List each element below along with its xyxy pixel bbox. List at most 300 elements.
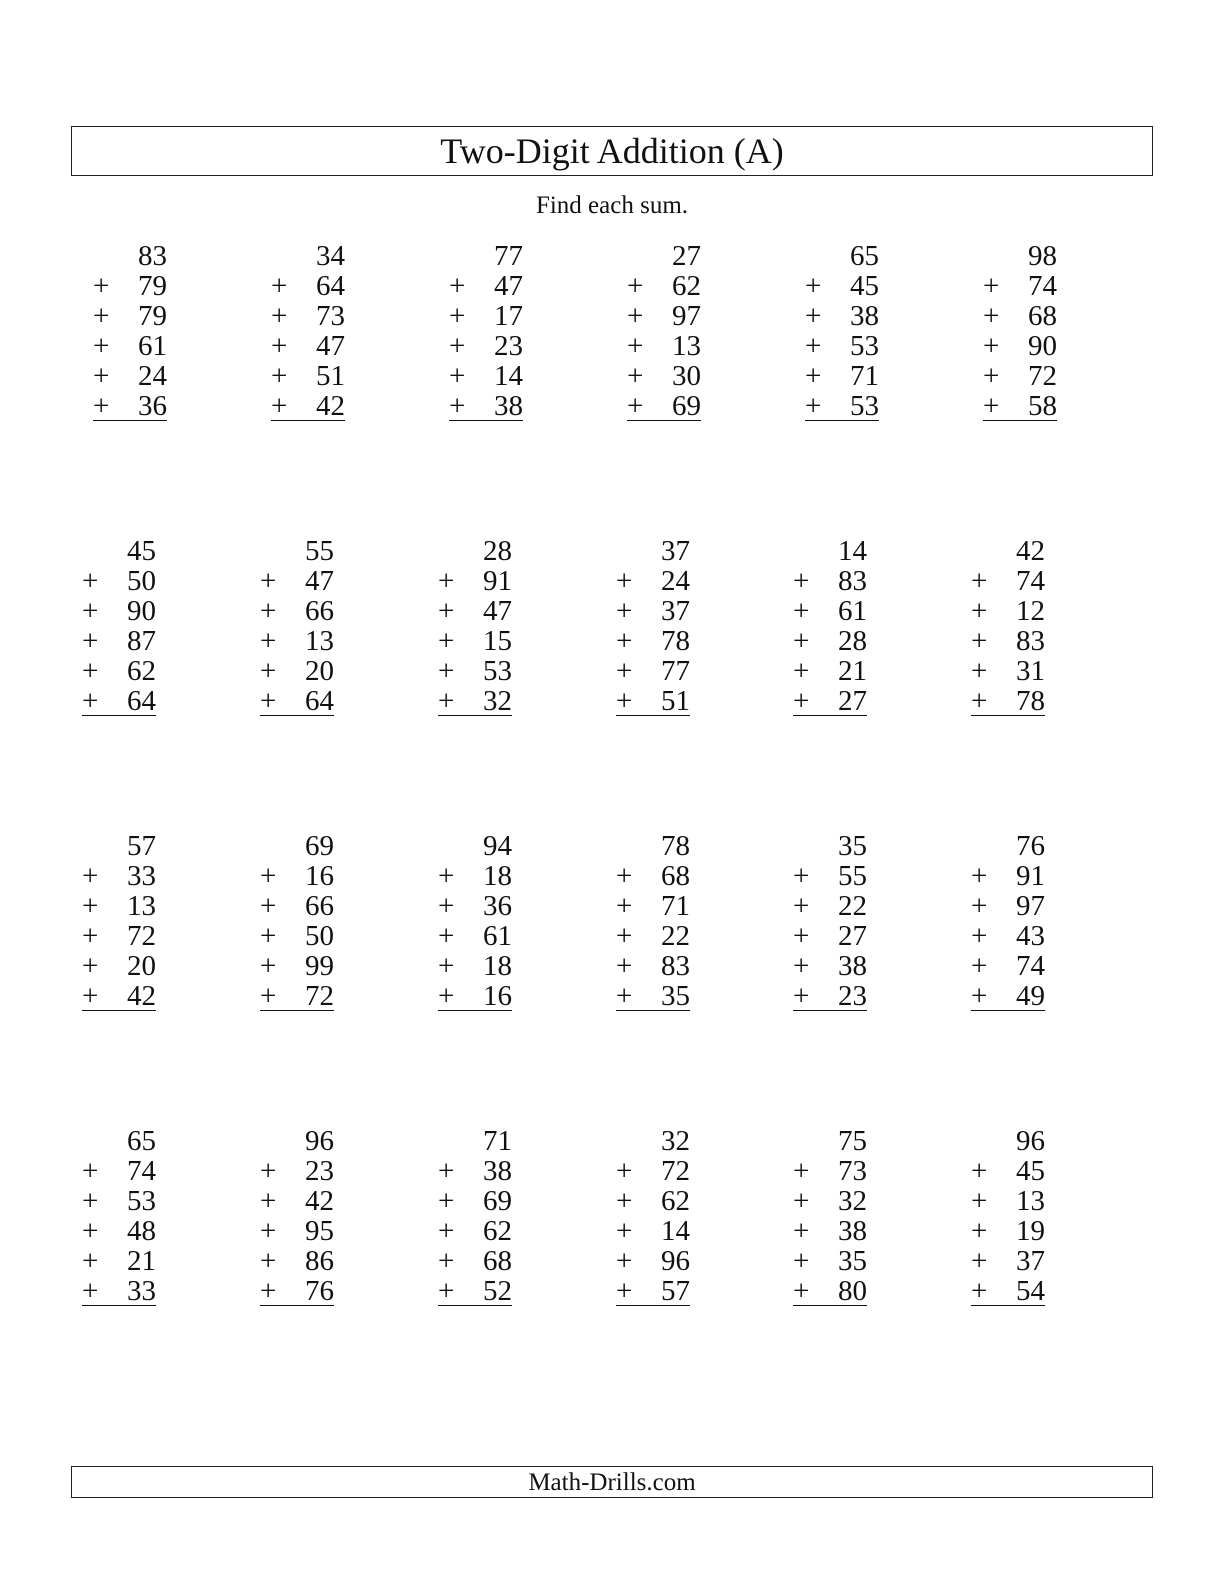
plus-sign: + bbox=[793, 860, 810, 892]
plus-sign: + bbox=[82, 655, 99, 687]
first-addend-line bbox=[793, 1126, 867, 1156]
plus-sign: + bbox=[616, 1185, 633, 1217]
plus-sign: + bbox=[82, 950, 99, 982]
problem bbox=[793, 1126, 867, 1306]
addend: 34 bbox=[316, 240, 345, 272]
addend: 14 bbox=[661, 1215, 690, 1247]
addend-line bbox=[438, 891, 512, 921]
plus-sign: + bbox=[793, 1245, 810, 1277]
addend: 35 bbox=[661, 980, 690, 1012]
addend: 55 bbox=[305, 535, 334, 567]
addend: 83 bbox=[1016, 625, 1045, 657]
plus-sign: + bbox=[82, 565, 99, 597]
title-box bbox=[71, 126, 1153, 176]
addend-line bbox=[438, 921, 512, 951]
plus-sign: + bbox=[793, 1275, 810, 1307]
problem bbox=[260, 1126, 334, 1306]
plus-sign: + bbox=[616, 1275, 633, 1307]
addend-line bbox=[260, 1246, 334, 1276]
addend: 45 bbox=[1016, 1155, 1045, 1187]
addend: 79 bbox=[138, 300, 167, 332]
addend: 28 bbox=[838, 625, 867, 657]
sum-line bbox=[616, 1305, 690, 1306]
plus-sign: + bbox=[260, 890, 277, 922]
plus-sign: + bbox=[82, 685, 99, 717]
plus-sign: + bbox=[616, 655, 633, 687]
first-addend-line bbox=[616, 536, 690, 566]
addend: 35 bbox=[838, 1245, 867, 1277]
plus-sign: + bbox=[449, 360, 466, 392]
addend: 98 bbox=[1028, 240, 1057, 272]
plus-sign: + bbox=[260, 595, 277, 627]
plus-sign: + bbox=[983, 390, 1000, 422]
addend-line bbox=[627, 331, 701, 361]
addend-line bbox=[793, 981, 867, 1011]
plus-sign: + bbox=[82, 595, 99, 627]
sum-line bbox=[793, 715, 867, 716]
plus-sign: + bbox=[438, 655, 455, 687]
addend: 62 bbox=[661, 1185, 690, 1217]
addend: 31 bbox=[1016, 655, 1045, 687]
sum-line bbox=[260, 1010, 334, 1011]
addend: 71 bbox=[850, 360, 879, 392]
first-addend-line bbox=[971, 536, 1045, 566]
first-addend-line bbox=[616, 831, 690, 861]
addend: 74 bbox=[127, 1155, 156, 1187]
addend: 69 bbox=[483, 1185, 512, 1217]
first-addend-line bbox=[793, 536, 867, 566]
plus-sign: + bbox=[438, 595, 455, 627]
addend: 83 bbox=[838, 565, 867, 597]
addend: 33 bbox=[127, 860, 156, 892]
addend: 83 bbox=[661, 950, 690, 982]
plus-sign: + bbox=[449, 300, 466, 332]
addend-line bbox=[82, 566, 156, 596]
problem bbox=[271, 241, 345, 421]
addend-line bbox=[438, 981, 512, 1011]
addend-line bbox=[82, 981, 156, 1011]
plus-sign: + bbox=[271, 360, 288, 392]
addend-line bbox=[438, 1216, 512, 1246]
plus-sign: + bbox=[805, 390, 822, 422]
addend-line bbox=[971, 891, 1045, 921]
addend: 68 bbox=[661, 860, 690, 892]
plus-sign: + bbox=[438, 1185, 455, 1217]
addend: 23 bbox=[305, 1155, 334, 1187]
plus-sign: + bbox=[616, 1155, 633, 1187]
problem bbox=[616, 536, 690, 716]
addend-line bbox=[260, 1186, 334, 1216]
addend: 24 bbox=[138, 360, 167, 392]
addend-line bbox=[616, 566, 690, 596]
addend-line bbox=[438, 951, 512, 981]
plus-sign: + bbox=[438, 565, 455, 597]
addend: 65 bbox=[127, 1125, 156, 1157]
addend: 32 bbox=[483, 685, 512, 717]
plus-sign: + bbox=[260, 565, 277, 597]
addend-line bbox=[271, 331, 345, 361]
plus-sign: + bbox=[627, 300, 644, 332]
problem bbox=[449, 241, 523, 421]
problem bbox=[793, 536, 867, 716]
plus-sign: + bbox=[805, 270, 822, 302]
addend: 27 bbox=[838, 920, 867, 952]
addend: 13 bbox=[127, 890, 156, 922]
addend: 74 bbox=[1016, 565, 1045, 597]
plus-sign: + bbox=[449, 390, 466, 422]
addend-line bbox=[271, 271, 345, 301]
addend-line bbox=[438, 1246, 512, 1276]
problem bbox=[438, 1126, 512, 1306]
addend: 61 bbox=[838, 595, 867, 627]
plus-sign: + bbox=[971, 980, 988, 1012]
plus-sign: + bbox=[449, 330, 466, 362]
addend-line bbox=[82, 1186, 156, 1216]
addend: 57 bbox=[127, 830, 156, 862]
addend: 80 bbox=[838, 1275, 867, 1307]
addend-line bbox=[627, 391, 701, 421]
addend: 15 bbox=[483, 625, 512, 657]
addend: 61 bbox=[138, 330, 167, 362]
addend-line bbox=[616, 1276, 690, 1306]
plus-sign: + bbox=[438, 685, 455, 717]
plus-sign: + bbox=[82, 920, 99, 952]
addend-line bbox=[616, 656, 690, 686]
plus-sign: + bbox=[616, 920, 633, 952]
sum-line bbox=[438, 1010, 512, 1011]
addend-line bbox=[793, 861, 867, 891]
first-addend-line bbox=[983, 241, 1057, 271]
addend: 45 bbox=[127, 535, 156, 567]
problem bbox=[793, 831, 867, 1011]
addend-line bbox=[82, 891, 156, 921]
plus-sign: + bbox=[82, 625, 99, 657]
plus-sign: + bbox=[805, 330, 822, 362]
addend: 78 bbox=[661, 830, 690, 862]
addend-line bbox=[793, 566, 867, 596]
sum-line bbox=[616, 1010, 690, 1011]
plus-sign: + bbox=[805, 360, 822, 392]
addend: 36 bbox=[483, 890, 512, 922]
addend: 69 bbox=[672, 390, 701, 422]
plus-sign: + bbox=[616, 625, 633, 657]
plus-sign: + bbox=[971, 565, 988, 597]
problem bbox=[971, 536, 1045, 716]
addend: 13 bbox=[1016, 1185, 1045, 1217]
first-addend-line bbox=[271, 241, 345, 271]
sum-line bbox=[971, 715, 1045, 716]
plus-sign: + bbox=[260, 1245, 277, 1277]
addend: 18 bbox=[483, 860, 512, 892]
addend: 77 bbox=[661, 655, 690, 687]
first-addend-line bbox=[449, 241, 523, 271]
instructions: Find each sum. bbox=[535, 192, 689, 219]
addend: 38 bbox=[838, 950, 867, 982]
first-addend-line bbox=[616, 1126, 690, 1156]
addend-line bbox=[449, 271, 523, 301]
addend: 42 bbox=[127, 980, 156, 1012]
addend-line bbox=[971, 1186, 1045, 1216]
footer-text: Math-Drills.com bbox=[528, 1468, 696, 1496]
addend-line bbox=[793, 1156, 867, 1186]
footer-box bbox=[71, 1466, 1153, 1498]
plus-sign: + bbox=[260, 685, 277, 717]
addend: 66 bbox=[305, 890, 334, 922]
problem bbox=[971, 831, 1045, 1011]
plus-sign: + bbox=[260, 1215, 277, 1247]
addend-line bbox=[793, 951, 867, 981]
plus-sign: + bbox=[971, 1215, 988, 1247]
sum-line bbox=[983, 420, 1057, 421]
addend: 17 bbox=[494, 300, 523, 332]
sum-line bbox=[260, 1305, 334, 1306]
addend-line bbox=[793, 1216, 867, 1246]
plus-sign: + bbox=[971, 1185, 988, 1217]
sum-line bbox=[971, 1305, 1045, 1306]
addend-line bbox=[260, 921, 334, 951]
plus-sign: + bbox=[793, 685, 810, 717]
problem bbox=[438, 536, 512, 716]
addend-line bbox=[82, 951, 156, 981]
addend: 27 bbox=[672, 240, 701, 272]
first-addend-line bbox=[793, 831, 867, 861]
addend-line bbox=[438, 1276, 512, 1306]
plus-sign: + bbox=[260, 980, 277, 1012]
addend-line bbox=[438, 1156, 512, 1186]
sum-line bbox=[438, 1305, 512, 1306]
addend-line bbox=[616, 626, 690, 656]
plus-sign: + bbox=[627, 270, 644, 302]
addend-line bbox=[627, 271, 701, 301]
plus-sign: + bbox=[983, 330, 1000, 362]
addend: 96 bbox=[661, 1245, 690, 1277]
plus-sign: + bbox=[971, 920, 988, 952]
addend: 72 bbox=[661, 1155, 690, 1187]
addend: 53 bbox=[850, 390, 879, 422]
plus-sign: + bbox=[971, 685, 988, 717]
worksheet-title: Two-Digit Addition (A) bbox=[440, 131, 784, 171]
addend: 23 bbox=[494, 330, 523, 362]
plus-sign: + bbox=[93, 270, 110, 302]
plus-sign: + bbox=[971, 1245, 988, 1277]
plus-sign: + bbox=[260, 655, 277, 687]
addend: 32 bbox=[661, 1125, 690, 1157]
addend: 16 bbox=[483, 980, 512, 1012]
sum-line bbox=[793, 1010, 867, 1011]
plus-sign: + bbox=[616, 950, 633, 982]
plus-sign: + bbox=[793, 890, 810, 922]
addend: 37 bbox=[661, 535, 690, 567]
plus-sign: + bbox=[971, 860, 988, 892]
plus-sign: + bbox=[438, 860, 455, 892]
addend-line bbox=[260, 861, 334, 891]
addend: 51 bbox=[661, 685, 690, 717]
plus-sign: + bbox=[616, 1215, 633, 1247]
plus-sign: + bbox=[438, 1275, 455, 1307]
plus-sign: + bbox=[438, 1215, 455, 1247]
plus-sign: + bbox=[438, 980, 455, 1012]
addend: 90 bbox=[127, 595, 156, 627]
plus-sign: + bbox=[82, 1245, 99, 1277]
plus-sign: + bbox=[971, 890, 988, 922]
sum-line bbox=[438, 715, 512, 716]
addend: 21 bbox=[127, 1245, 156, 1277]
plus-sign: + bbox=[616, 1245, 633, 1277]
addend-line bbox=[983, 391, 1057, 421]
addend-line bbox=[971, 861, 1045, 891]
addend: 36 bbox=[138, 390, 167, 422]
addend-line bbox=[805, 391, 879, 421]
addend-line bbox=[983, 271, 1057, 301]
addend: 47 bbox=[483, 595, 512, 627]
plus-sign: + bbox=[616, 860, 633, 892]
addend: 94 bbox=[483, 830, 512, 862]
addend-line bbox=[971, 656, 1045, 686]
addend: 47 bbox=[305, 565, 334, 597]
sum-line bbox=[971, 1010, 1045, 1011]
plus-sign: + bbox=[82, 890, 99, 922]
addend: 38 bbox=[850, 300, 879, 332]
plus-sign: + bbox=[438, 1245, 455, 1277]
addend: 38 bbox=[483, 1155, 512, 1187]
addend: 24 bbox=[661, 565, 690, 597]
addend: 49 bbox=[1016, 980, 1045, 1012]
plus-sign: + bbox=[438, 890, 455, 922]
plus-sign: + bbox=[438, 625, 455, 657]
addend-line bbox=[260, 951, 334, 981]
addend: 35 bbox=[838, 830, 867, 862]
addend: 57 bbox=[661, 1275, 690, 1307]
addend-line bbox=[971, 981, 1045, 1011]
sum-line bbox=[616, 715, 690, 716]
addend-line bbox=[93, 271, 167, 301]
addend-line bbox=[82, 1276, 156, 1306]
addend: 42 bbox=[316, 390, 345, 422]
plus-sign: + bbox=[971, 655, 988, 687]
addend: 99 bbox=[305, 950, 334, 982]
addend: 64 bbox=[316, 270, 345, 302]
addend-line bbox=[260, 626, 334, 656]
addend-line bbox=[438, 656, 512, 686]
first-addend-line bbox=[93, 241, 167, 271]
plus-sign: + bbox=[971, 1155, 988, 1187]
addend-line bbox=[260, 891, 334, 921]
plus-sign: + bbox=[616, 565, 633, 597]
addend: 66 bbox=[305, 595, 334, 627]
plus-sign: + bbox=[260, 950, 277, 982]
addend-line bbox=[616, 921, 690, 951]
addend: 45 bbox=[850, 270, 879, 302]
addend-line bbox=[616, 1156, 690, 1186]
sum-line bbox=[260, 715, 334, 716]
plus-sign: + bbox=[93, 300, 110, 332]
addend: 72 bbox=[305, 980, 334, 1012]
plus-sign: + bbox=[616, 685, 633, 717]
addend-line bbox=[260, 1216, 334, 1246]
addend-line bbox=[793, 626, 867, 656]
addend: 71 bbox=[661, 890, 690, 922]
addend: 87 bbox=[127, 625, 156, 657]
plus-sign: + bbox=[260, 1185, 277, 1217]
problem bbox=[616, 831, 690, 1011]
addend-line bbox=[260, 981, 334, 1011]
plus-sign: + bbox=[971, 1275, 988, 1307]
addend-line bbox=[793, 656, 867, 686]
addend: 76 bbox=[305, 1275, 334, 1307]
plus-sign: + bbox=[627, 390, 644, 422]
first-addend-line bbox=[82, 1126, 156, 1156]
addend: 12 bbox=[1016, 595, 1045, 627]
addend-line bbox=[260, 1276, 334, 1306]
addend: 23 bbox=[838, 980, 867, 1012]
plus-sign: + bbox=[271, 270, 288, 302]
addend-line bbox=[971, 951, 1045, 981]
plus-sign: + bbox=[438, 1155, 455, 1187]
addend: 22 bbox=[661, 920, 690, 952]
addend: 20 bbox=[127, 950, 156, 982]
plus-sign: + bbox=[271, 330, 288, 362]
addend: 22 bbox=[838, 890, 867, 922]
sum-line bbox=[93, 420, 167, 421]
problem bbox=[93, 241, 167, 421]
addend: 47 bbox=[494, 270, 523, 302]
addend-line bbox=[793, 596, 867, 626]
addend: 62 bbox=[483, 1215, 512, 1247]
addend: 16 bbox=[305, 860, 334, 892]
addend-line bbox=[260, 596, 334, 626]
addend-line bbox=[793, 921, 867, 951]
addend: 74 bbox=[1016, 950, 1045, 982]
addend-line bbox=[616, 891, 690, 921]
addend-line bbox=[971, 626, 1045, 656]
problem bbox=[260, 831, 334, 1011]
addend: 62 bbox=[672, 270, 701, 302]
addend: 79 bbox=[138, 270, 167, 302]
addend-line bbox=[971, 1156, 1045, 1186]
addend: 53 bbox=[127, 1185, 156, 1217]
addend-line bbox=[438, 1186, 512, 1216]
sum-line bbox=[271, 420, 345, 421]
plus-sign: + bbox=[93, 360, 110, 392]
addend-line bbox=[983, 361, 1057, 391]
plus-sign: + bbox=[793, 1215, 810, 1247]
addend-line bbox=[971, 921, 1045, 951]
addend-line bbox=[438, 626, 512, 656]
plus-sign: + bbox=[983, 300, 1000, 332]
first-addend-line bbox=[260, 536, 334, 566]
first-addend-line bbox=[82, 536, 156, 566]
problem bbox=[260, 536, 334, 716]
addend: 37 bbox=[1016, 1245, 1045, 1277]
addend-line bbox=[82, 1216, 156, 1246]
addend-line bbox=[616, 1246, 690, 1276]
addend: 13 bbox=[672, 330, 701, 362]
plus-sign: + bbox=[971, 595, 988, 627]
addend: 83 bbox=[138, 240, 167, 272]
addend-line bbox=[93, 361, 167, 391]
addend: 47 bbox=[316, 330, 345, 362]
addend: 30 bbox=[672, 360, 701, 392]
addend-line bbox=[971, 1276, 1045, 1306]
plus-sign: + bbox=[93, 390, 110, 422]
addend: 50 bbox=[305, 920, 334, 952]
addend-line bbox=[793, 686, 867, 716]
problem bbox=[82, 1126, 156, 1306]
sum-line bbox=[82, 1010, 156, 1011]
addend-line bbox=[82, 686, 156, 716]
plus-sign: + bbox=[82, 1155, 99, 1187]
plus-sign: + bbox=[93, 330, 110, 362]
